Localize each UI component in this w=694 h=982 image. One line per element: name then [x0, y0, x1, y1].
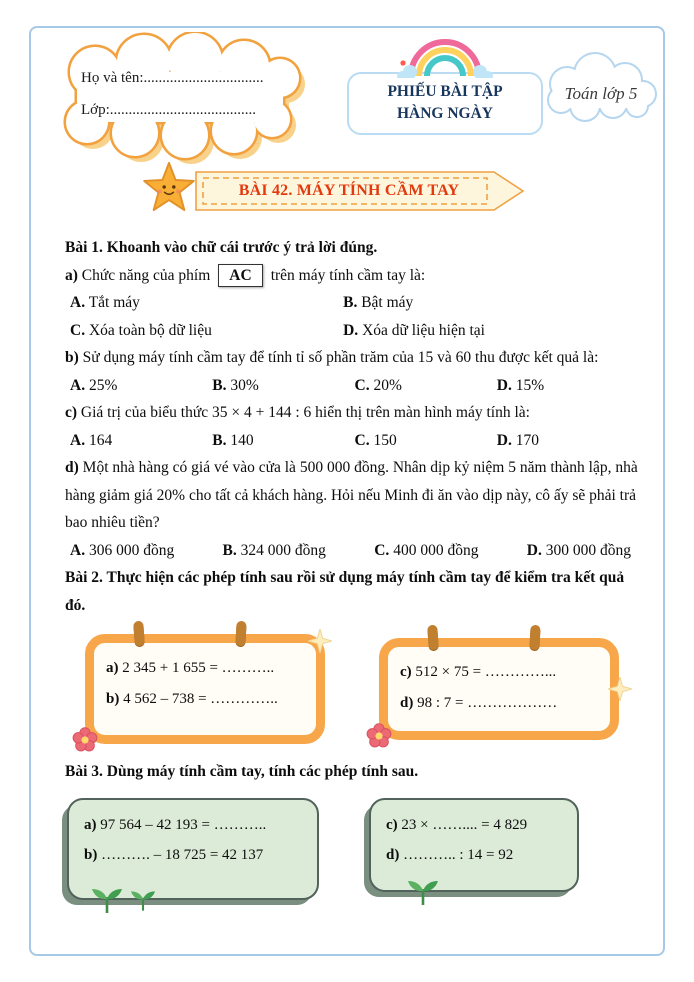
exercise3-title: Bài 3. Dùng máy tính cầm tay, tính các phép tính sau.: [65, 763, 419, 780]
ex3-item-c: c) 23 × …….... = 4 829: [386, 816, 528, 833]
ex3-item-b: b) ………. – 18 725 = 42 137: [84, 846, 264, 863]
star-icon: [140, 160, 198, 216]
pin-icon: [529, 625, 540, 650]
ex1-question-a: a) Chức năng của phím AC trên máy tính cầm tay là:: [65, 262, 639, 290]
worksheet-title-box: [347, 72, 543, 135]
ex1-question-d: d) Một nhà hàng có giá vé vào cửa là 500 000 đồng. Nhân dịp kỷ niệm 5 năm thành lập, nhà hàng giảm giá 20% cho tất cả khách hàng. Hỏi nếu Minh đi ăn vào dịp này, cô ấy sẽ phải trả bao nhiêu tiền?: [65, 459, 638, 531]
ex3-item-d: d) ……….. : 14 = 92: [386, 846, 514, 863]
rainbow-icon: [397, 30, 493, 78]
sprout-icon: [89, 887, 125, 915]
ex3-board-right: [369, 798, 579, 892]
flower-icon: [364, 721, 394, 751]
ex3-boards: [67, 798, 639, 900]
option-b: B. 140: [212, 431, 254, 449]
ex2-item-d: d) 98 : 7 = ………………: [400, 695, 558, 711]
option-b: B. 324 000 đồng: [222, 541, 326, 559]
option-c: C. 20%: [354, 376, 402, 394]
page-border-frame: [29, 26, 665, 956]
pin-icon: [133, 621, 145, 647]
ex1a-options: [65, 289, 639, 344]
grade-badge: [537, 52, 665, 130]
lesson-banner-area: [31, 170, 663, 212]
option-d: D. 300 000 đồng: [526, 541, 631, 559]
exercise1-title: Bài 1. Khoanh vào chữ cái trước ý trả lời đúng.: [65, 239, 378, 256]
ex2-board-right: [379, 638, 619, 740]
option-a: A. 306 000 đồng: [70, 541, 175, 559]
sparkle-icon: [608, 677, 632, 701]
option-d: D. 170: [496, 431, 539, 449]
name-field-line: Họ và tên:................................: [81, 70, 264, 86]
ex1c-options: [65, 427, 639, 455]
flower-icon: [70, 725, 100, 755]
ex1b-options: [65, 372, 639, 400]
option-a: A. 164: [70, 431, 113, 449]
worksheet-title-line1: PHIẾU BÀI TẬP: [387, 83, 503, 100]
ex2-item-a: a) 2 345 + 1 655 = ………..: [106, 660, 275, 676]
ex2-item-b: b) 4 562 – 738 = …………..: [106, 691, 278, 707]
ex3-board-left: [67, 798, 319, 900]
option-d: D. 15%: [496, 376, 545, 394]
option-c: C. 400 000 đồng: [374, 541, 479, 559]
worksheet-body: [65, 234, 639, 900]
lesson-title: BÀI 42. MÁY TÍNH CẦM TAY: [238, 182, 460, 199]
ex2-board-left: [85, 634, 325, 744]
option-b: B. Bật máy: [343, 294, 414, 311]
worksheet-title-line2: HÀNG NGÀY: [396, 105, 493, 122]
sparkle-icon: [308, 629, 332, 653]
exercise2-title: Bài 2. Thực hiện các phép tính sau rồi sử dụng máy tính cầm tay để kiểm tra kết quả đó.: [65, 569, 625, 614]
grade-badge-label: Toán lớp 5: [564, 84, 638, 103]
option-d: D. Xóa dữ liệu hiện tại: [343, 321, 485, 339]
class-field-line: Lớp:.......................................: [81, 102, 257, 118]
student-info-cloud: [47, 32, 319, 166]
option-a: A. Tắt máy: [70, 294, 140, 311]
ex3-item-a: a) 97 564 – 42 193 = ………..: [84, 816, 267, 833]
ex1d-options: [65, 537, 639, 565]
option-a: A. 25%: [70, 376, 118, 394]
sprout-icon: [405, 879, 441, 907]
pin-icon: [427, 625, 439, 651]
ex1-question-b: b) Sử dụng máy tính cầm tay để tính tỉ số phần trăm của 15 và 60 thu được kết quả là:: [65, 349, 599, 366]
calculator-ac-key: AC: [218, 264, 262, 287]
option-c: C. Xóa toàn bộ dữ liệu: [70, 321, 212, 339]
sprout-icon: [129, 889, 158, 911]
option-b: B. 30%: [212, 376, 259, 394]
ex2-boards: [85, 634, 639, 744]
ex2-item-c: c) 512 × 75 = …………...: [400, 664, 557, 680]
worksheet-title-area: [347, 30, 543, 135]
ex1-question-c: c) Giá trị của biểu thức 35 × 4 + 144 : 6 hiển thị trên màn hình máy tính là:: [65, 404, 530, 421]
option-c: C. 150: [354, 431, 397, 449]
pin-icon: [235, 621, 246, 646]
